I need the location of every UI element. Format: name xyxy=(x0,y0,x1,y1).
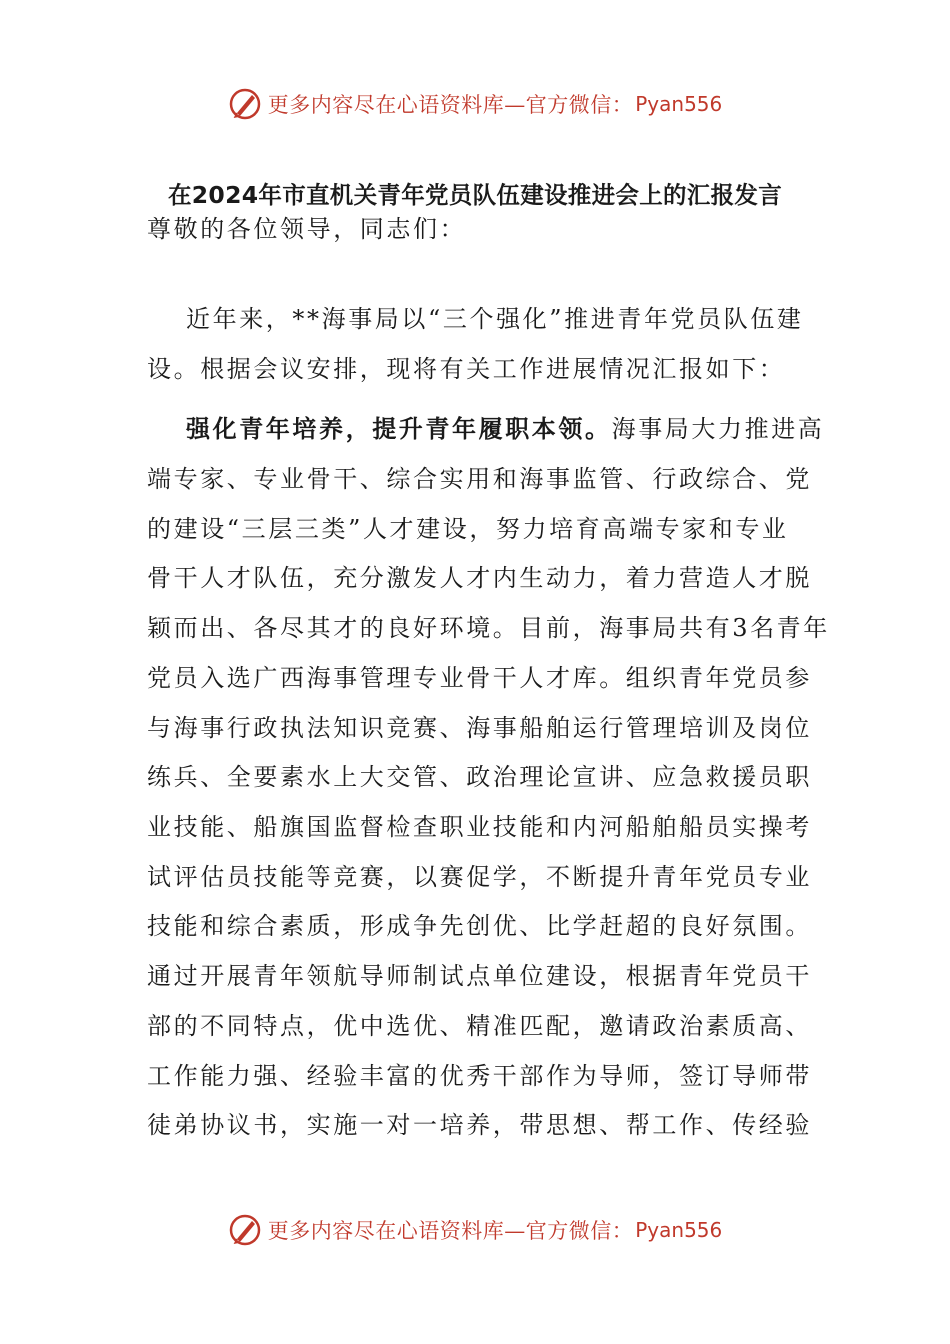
body-line: 部的不同特点，优中选优、精准匹配，邀请政治素质高、 xyxy=(147,1012,812,1040)
section-first-line xyxy=(186,414,842,444)
body-line: 骨干人才队伍，充分激发人才内生动力，着力营造人才脱 xyxy=(147,564,812,592)
body-line: 端专家、专业骨干、综合实用和海事监管、行政综合、党 xyxy=(147,465,812,493)
footer-banner xyxy=(0,1210,950,1250)
intro-line: 近年来，**海事局以“三个强化”推进青年党员队伍建 xyxy=(186,305,804,333)
body-line: 的建设“三层三类”人才建设，努力培育高端专家和专业 xyxy=(147,515,789,543)
banner-text: 更多内容尽在心语资料库—官方微信： xyxy=(267,1219,634,1243)
body-line: 与海事行政执法知识竞赛、海事船舶运行管理培训及岗位 xyxy=(147,714,812,742)
section-heading: 强化青年培养，提升青年履职本领。 xyxy=(186,414,612,443)
body-line: 徒弟协议书，实施一对一培养，带思想、帮工作、传经验 xyxy=(147,1111,812,1139)
intro-line: 设。根据会议安排，现将有关工作进展情况汇报如下： xyxy=(147,355,786,383)
body-line: 业技能、船旗国监督检查职业技能和内河船舶船员实操考 xyxy=(147,813,812,841)
document-title: 在2024年市直机关青年党员队伍建设推进会上的汇报发言 xyxy=(167,181,782,209)
body-line: 试评估员技能等竞赛，以赛促学，不断提升青年党员专业 xyxy=(147,863,812,891)
banner-text: 更多内容尽在心语资料库—官方微信： xyxy=(267,93,634,117)
body-line: 党员入选广西海事管理专业骨干人才库。组织青年党员参 xyxy=(147,664,812,692)
pen-logo-icon xyxy=(228,87,262,121)
body-line: 通过开展青年领航导师制试点单位建设，根据青年党员干 xyxy=(147,962,812,990)
wechat-id: Pyan556 xyxy=(635,92,723,116)
greeting: 尊敬的各位领导，同志们： xyxy=(147,215,467,243)
body-line: 练兵、全要素水上大交管、政治理论宣讲、应急救援员职 xyxy=(147,763,812,791)
header-banner xyxy=(0,84,950,124)
section-text: 海事局大力推进高 xyxy=(611,415,825,443)
wechat-id: Pyan556 xyxy=(635,1218,723,1242)
body-line: 技能和综合素质，形成争先创优、比学赶超的良好氛围。 xyxy=(147,912,812,940)
body-line: 工作能力强、经验丰富的优秀干部作为导师，签订导师带 xyxy=(147,1062,812,1090)
pen-logo-icon xyxy=(228,1213,262,1247)
body-line: 颖而出、各尽其才的良好环境。目前，海事局共有3名青年 xyxy=(147,614,830,642)
